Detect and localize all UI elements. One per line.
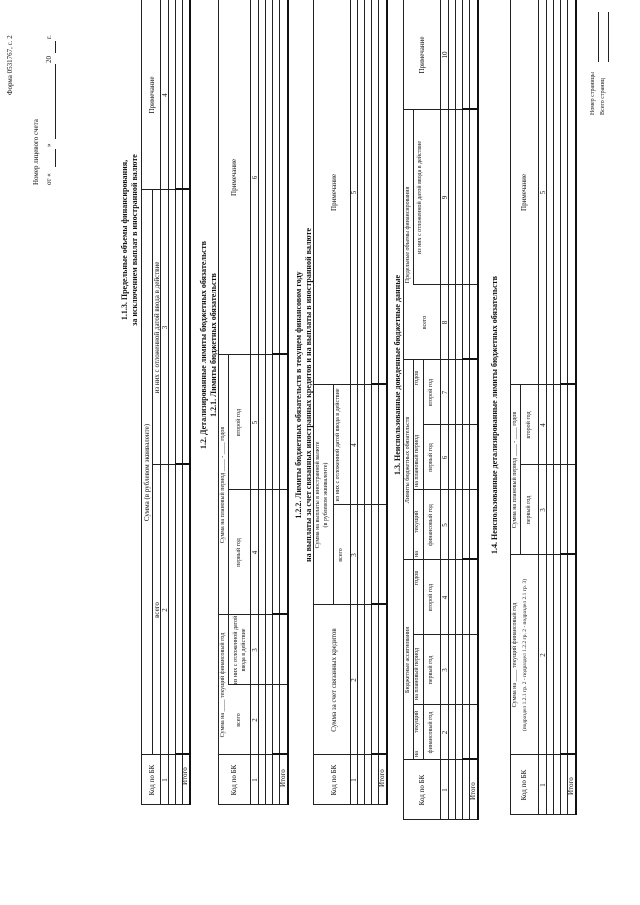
s13-plan-label-2: на плановый период [414, 435, 420, 487]
s13-note-header: Примечание [418, 36, 426, 74]
s14-col-num: 1 [539, 783, 547, 787]
s122-total-header: всего [338, 548, 344, 562]
s14-note-header: Примечание [520, 174, 528, 211]
s14-total-label: Итого [567, 777, 575, 795]
s121-subtitle: 1.2.1. Лимиты бюджетных обязательств [209, 273, 218, 417]
s113-col-num: 3 [161, 325, 169, 330]
s122-deferred-header: из них с отложенной датой ввода в действие [335, 388, 341, 502]
s113-total-label: Итого [181, 767, 189, 785]
s13-current-label-2: текущий [414, 510, 420, 533]
s13-col-num: 10 [441, 51, 449, 59]
s121-col-num: 4 [251, 550, 259, 555]
s113-col-num: 4 [161, 93, 169, 97]
s14-current-header: Сумма на ____ текущий финансовый год [512, 602, 518, 708]
s13-title: 1.3. Неиспользованные доведенные бюджетные данные [393, 274, 402, 476]
page-number-line [598, 12, 599, 62]
s13-deferred-header: из них с отложенной датой ввода в действие [417, 141, 423, 255]
s121-col-num: 1 [251, 778, 259, 782]
date-day-line [55, 149, 56, 167]
s14-plan-header: Сумма на плановый период ____ - ____ годов [512, 411, 518, 529]
s122-subtitle: на выплаты за счет связанных иностранных кредитов и на выплаты в иностранной валюте [304, 227, 313, 563]
s121-code-header: Код по БК [230, 764, 238, 796]
s113-note-header: Примечание [148, 76, 156, 114]
pages-total-line [608, 12, 609, 62]
s14-col-num: 2 [539, 653, 547, 657]
s13-second-year-header: второй год [428, 583, 434, 612]
s122-col-num: 3 [350, 553, 358, 557]
s14-title: 1.4. Неиспользованные детализированные лимиты бюджетных обязательств [490, 276, 499, 554]
s121-col-num: 2 [251, 718, 259, 722]
s13-plan-label: на плановый период [414, 648, 420, 700]
s13-first-year-header: первый год [428, 655, 434, 685]
s13-col-num: 8 [441, 320, 449, 325]
s113-total-header: всего [153, 602, 161, 618]
s122-total-label: Итого [378, 769, 386, 787]
date-mid: » [45, 143, 53, 147]
s121-deferred-header: из них с отложенной датой ввода в действие [233, 615, 247, 685]
s13-col-num: 5 [441, 523, 449, 527]
s14-second-year-header: второй год [526, 411, 532, 439]
s122-col-num: 4 [350, 443, 358, 447]
s121-col-num: 6 [251, 175, 259, 180]
s113-code-header: Код по БК [148, 764, 156, 796]
s113-title: 1.1.3. Предельные объемы финансирования, [120, 159, 129, 321]
s13-volumes-header: Предельные объемы финансирования [405, 186, 411, 284]
s13-col-num: 2 [441, 730, 449, 735]
s122-credits-header: Сумма за счет связанных кредитов [330, 628, 338, 732]
s13-current-label: текущий [414, 710, 420, 733]
s13-col-num: 6 [441, 455, 449, 460]
s13-col-num: 9 [441, 195, 449, 200]
s13-total-label: Итого [469, 782, 477, 800]
s13-col-num: 1 [441, 788, 449, 792]
s13-total-header: всего [422, 315, 428, 330]
s14-first-year-header: первый год [526, 495, 532, 525]
s13-years-label: годов [414, 570, 420, 585]
s113-subtitle: за исключением выплат в иностранной валюте [130, 154, 139, 326]
date-prefix: от « [45, 173, 53, 185]
s13-fin-year-header: финансовый год [428, 711, 434, 754]
s122-title: 1.2.2. Лимиты бюджетных обязательств в текущем финансовом году [294, 271, 303, 519]
s113-col-num: 1 [161, 778, 169, 782]
s13-fin-year-header-2: финансовый год [428, 504, 434, 546]
s122-col-num: 2 [350, 678, 358, 682]
s14-col-num: 4 [539, 423, 547, 427]
page-number-label: Номер страницы [590, 72, 596, 115]
s122-fx-header: Сумма на выплаты в иностранной валюте [315, 441, 321, 549]
form-code: Форма 0531767, с. 2 [6, 35, 14, 95]
s13-on-label: на [414, 751, 420, 757]
s14-col-num: 3 [539, 508, 547, 512]
s13-second-year-header-2: второй год [428, 378, 434, 407]
s14-current-formula: (подраздел 1.2.1 гр. 2 - подраздел 1.2.2 гр. 2 - подраздел 2.1 гр. 3) [522, 578, 528, 732]
s121-current-header: Сумма на ____ текущий финансовый год [220, 632, 226, 738]
s13-col-num: 7 [441, 390, 449, 395]
s13-limits-header: Лимиты бюджетных обязательств [405, 416, 411, 504]
s122-code-header: Код по БК [330, 764, 338, 796]
s12-title: 1.2. Детализированные лимиты бюджетных обязательств [199, 241, 208, 449]
s113-deferred-header: из них с отложенной датой ввода в действие [153, 261, 161, 394]
s121-col-num: 3 [251, 648, 259, 652]
s121-note-header: Примечание [230, 159, 238, 196]
s121-second-year-header: второй год [236, 408, 242, 437]
s14-code-header: Код по БК [520, 769, 528, 801]
s14-col-num: 5 [539, 190, 547, 195]
s113-col-num: 2 [161, 608, 169, 612]
pages-total-label: Всего страниц [600, 78, 606, 115]
year-suffix: г. [45, 35, 53, 39]
s121-plan-header: Сумма на плановый период ____ - ____ годов [220, 426, 226, 544]
s13-on-label-2: на [414, 551, 420, 557]
s122-fx-sub-header: (в рублевом эквиваленте) [323, 462, 329, 528]
s122-col-num: 1 [350, 778, 358, 782]
account-number-label: Номер лицевого счета [32, 119, 40, 185]
s121-first-year-header: первый год [236, 538, 242, 567]
s122-col-num: 5 [350, 190, 358, 195]
s122-note-header: Примечание [330, 174, 338, 211]
s13-code-header: Код по БК [418, 774, 426, 806]
year-prefix: 20 [45, 56, 53, 63]
s113-sum-header: Сумма (в рублевом эквиваленте) [143, 423, 151, 522]
s13-col-num: 3 [441, 668, 449, 672]
s13-alloc-header: Бюджетные ассигнования [405, 627, 411, 693]
s121-total-header: всего [236, 713, 242, 727]
s13-years-label-2: годов [414, 370, 420, 385]
s13-col-num: 4 [441, 595, 449, 600]
date-year-line [55, 41, 56, 53]
s121-total-label: Итого [279, 769, 287, 787]
date-month-line [55, 64, 56, 139]
s13-first-year-header-2: первый год [428, 443, 434, 472]
s121-col-num: 5 [251, 420, 259, 425]
